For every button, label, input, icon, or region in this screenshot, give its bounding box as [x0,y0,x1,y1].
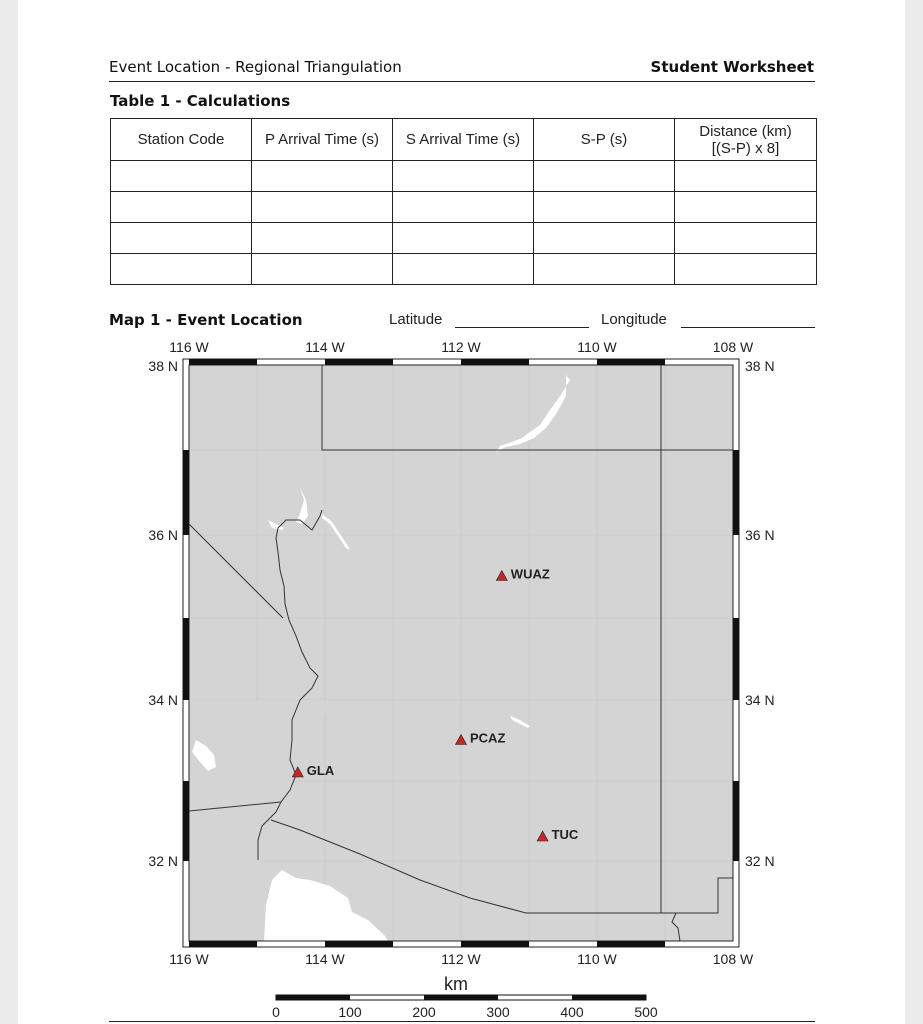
station-label-wuaz: WUAZ [510,566,550,582]
map1-title: Map 1 - Event Location [109,311,303,329]
longitude-label: Longitude [601,311,667,328]
lon-tick-top: 108 W [712,339,754,355]
lat-tick-right: 32 N [745,853,775,869]
worksheet-type: Student Worksheet [650,58,814,76]
station-label-gla: GLA [306,762,335,778]
table1-title: Table 1 - Calculations [110,92,291,110]
col-station-code: Station Code [111,119,252,161]
lat-tick-left: 36 N [148,527,178,543]
lon-tick-top: 110 W [577,339,617,355]
lat-tick-right: 36 N [745,527,775,543]
col-s-minus-p: S-P (s) [534,119,675,161]
lat-tick-right: 34 N [745,692,775,708]
scale-label: 500 [634,1004,658,1020]
lon-tick-bottom: 116 W [169,951,209,967]
col-distance: Distance (km) [(S-P) x 8] [675,119,817,161]
lon-tick-top: 114 W [305,339,345,355]
lat-tick-right: 38 N [745,358,775,374]
scale-label: 300 [486,1004,510,1020]
col-p-arrival: P Arrival Time (s) [252,119,393,161]
latitude-label: Latitude [389,311,443,328]
lat-tick-left: 34 N [148,692,178,708]
lat-tick-left: 38 N [148,358,178,374]
lon-tick-bottom: 110 W [577,951,617,967]
col-s-arrival: S Arrival Time (s) [393,119,534,161]
lon-tick-bottom: 114 W [305,951,345,967]
lon-tick-top: 112 W [441,339,481,355]
lon-tick-bottom: 112 W [441,951,481,967]
scale-label: 100 [338,1004,362,1020]
scale-unit: km [444,974,468,994]
lat-tick-left: 32 N [148,853,178,869]
footer-divider [109,1021,815,1022]
worksheet-title: Event Location - Regional Triangulation [109,58,402,76]
lon-tick-top: 116 W [169,339,209,355]
station-label-pcaz: PCAZ [470,730,506,746]
scale-bar [272,974,658,1020]
lon-tick-bottom: 108 W [712,951,754,967]
scale-label: 0 [272,1004,280,1020]
scale-label: 200 [412,1004,436,1020]
scale-label: 400 [560,1004,584,1020]
station-label-tuc: TUC [551,827,579,842]
